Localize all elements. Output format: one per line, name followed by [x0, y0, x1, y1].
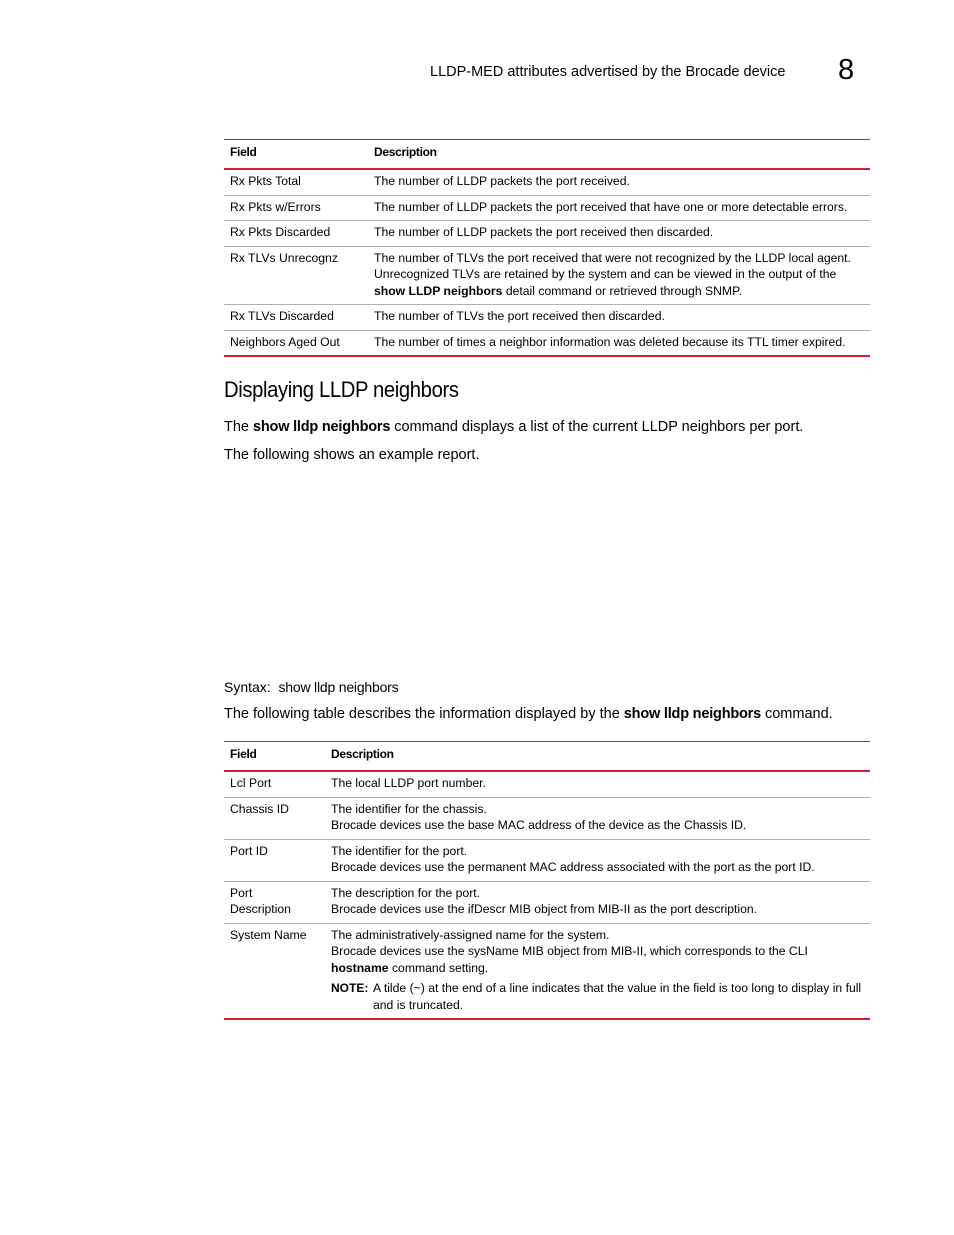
field-line: Port [230, 885, 253, 900]
description-line: The identifier for the port. [331, 843, 468, 858]
description-line: The identifier for the chassis. [331, 801, 487, 816]
table-intro-paragraph [224, 706, 833, 722]
description-line: The description for the port. [331, 885, 481, 900]
description-cell: The number of times a neighbor information was deleted because its TTL timer expired. [374, 334, 846, 349]
field-cell [224, 881, 325, 923]
description-cell [325, 839, 870, 881]
command-name: show lldp neighbors [253, 419, 391, 435]
description-line: The number of TLVs the port received that were not recognized by the LLDP local agent. [374, 250, 851, 265]
description-line: Brocade devices use the permanent MAC address associated with the port as the port ID. [331, 860, 815, 874]
column-header-description: Description [368, 140, 870, 170]
syntax-label: Syntax: [224, 679, 271, 695]
chapter-number: 8 [838, 54, 855, 86]
field-cell: Rx TLVs Unrecognz [224, 246, 368, 305]
table-header-row [224, 742, 870, 772]
column-header-description: Description [325, 742, 870, 772]
column-header-field: Field [224, 140, 368, 170]
description-cell: The number of LLDP packets the port received that have one or more detectable errors. [368, 195, 870, 221]
command-name: hostname [331, 960, 389, 975]
paragraph-text: command displays a list of the current LLDP neighbors per port. [390, 419, 804, 435]
description-tail: detail command or retrieved through SNMP. [502, 283, 743, 298]
table-row [224, 923, 870, 1019]
command-name: show lldp neighbors [623, 706, 761, 722]
section-heading: Displaying LLDP neighbors [224, 377, 459, 402]
table-row [224, 839, 870, 881]
field-cell: Port ID [224, 839, 325, 881]
description-cell: The number of LLDP packets the port received. [368, 169, 870, 195]
table-header-row [224, 140, 870, 170]
field-cell: Rx Pkts w/Errors [224, 195, 368, 221]
field-cell: Rx Pkts Discarded [224, 221, 368, 247]
table-row [224, 881, 870, 923]
paragraph-text: command. [760, 706, 833, 722]
field-cell: Rx Pkts Total [224, 169, 368, 195]
field-cell: Rx TLVs Discarded [224, 305, 368, 331]
running-header: LLDP-MED attributes advertised by the Brocade device [430, 64, 786, 80]
example-intro-paragraph: The following shows an example report. [224, 447, 480, 463]
syntax-line [224, 679, 398, 695]
description-cell: The number of LLDP packets the port received then discarded. [368, 221, 870, 247]
note-label: NOTE: [331, 981, 369, 995]
description-line: The local LLDP port number. [331, 776, 486, 790]
description-line: Brocade devices use the sysName MIB object from MIB-II, which corresponds to the CLI [331, 944, 808, 958]
note [331, 980, 864, 1013]
description-cell [325, 881, 870, 923]
description-line: Brocade devices use the ifDescr MIB object from MIB-II as the port description. [331, 902, 758, 916]
description-line [374, 283, 864, 300]
field-cell: Lcl Port [224, 771, 325, 797]
table-row [224, 305, 870, 331]
table-row [224, 771, 870, 797]
field-line: Description [230, 902, 291, 916]
table-row [224, 330, 870, 356]
command-name: show LLDP neighbors [374, 283, 503, 298]
note-text: A tilde (~) at the end of a line indicates that the value in the field is too long to display in full and is truncated. [373, 981, 862, 1012]
description-line: Unrecognized TLVs are retained by the system and can be viewed in the output of the [374, 267, 837, 281]
description-line: The administratively-assigned name for the system. [331, 927, 610, 942]
table-row [224, 221, 870, 247]
description-cell: The number of TLVs the port received then discarded. [368, 305, 870, 331]
column-header-field: Field [224, 742, 325, 772]
description-line: Brocade devices use the base MAC address of the device as the Chassis ID. [331, 818, 747, 832]
paragraph-text: The [224, 419, 254, 435]
description-cell [325, 797, 870, 839]
lldp-neighbors-field-table [224, 741, 870, 1020]
intro-paragraph [224, 419, 803, 435]
field-cell: Neighbors Aged Out [230, 334, 340, 349]
paragraph-text: The following table describes the information displayed by the [224, 706, 624, 722]
table-row [224, 169, 870, 195]
field-cell: System Name [230, 927, 307, 942]
field-cell: Chassis ID [224, 797, 325, 839]
syntax-command: show lldp neighbors [278, 679, 399, 695]
table-row [224, 195, 870, 221]
table-row [224, 797, 870, 839]
description-cell [325, 771, 870, 797]
description-line [331, 960, 864, 977]
description-cell [368, 246, 870, 305]
table-row [224, 246, 870, 305]
description-tail: command setting. [388, 960, 489, 975]
description-cell [325, 923, 870, 1019]
lldp-statistics-field-table [224, 139, 870, 357]
